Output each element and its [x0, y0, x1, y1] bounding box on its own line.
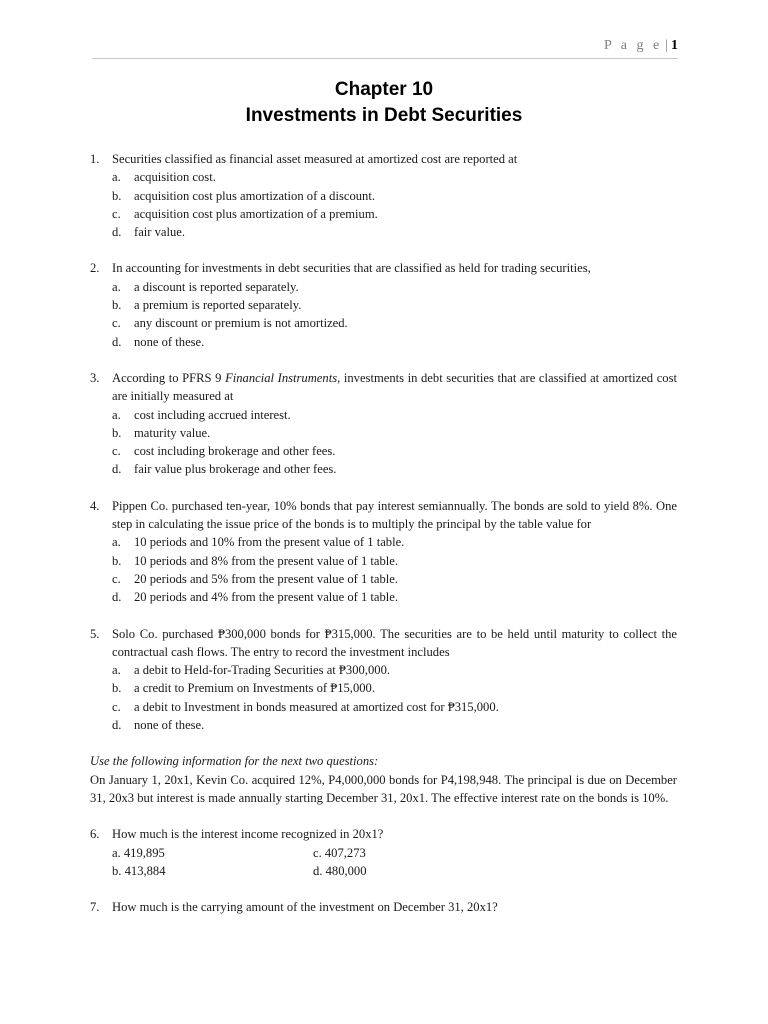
question-3	[90, 369, 677, 479]
option-a	[112, 278, 677, 296]
info-note: Use the following information for the next two questions:	[90, 754, 379, 769]
question-stem	[112, 369, 677, 406]
page-number: 1	[671, 38, 678, 53]
option-letter: d.	[112, 334, 122, 349]
option-letter: c.	[112, 444, 121, 459]
stem-text: According to PFRS 9	[112, 370, 226, 385]
option-letter: a.	[112, 170, 121, 185]
option-letter: a.	[112, 407, 121, 422]
option-letter: c.	[112, 316, 121, 331]
option-b: b. 413,884	[112, 863, 166, 878]
page-separator: |	[665, 38, 668, 53]
page-label: P a g e	[603, 38, 663, 53]
option-c	[112, 698, 677, 716]
question-stem: In accounting for investments in debt securities that are classified as held for trading securities,	[112, 261, 591, 276]
option-letter: b.	[112, 425, 122, 440]
question-number: 2.	[90, 261, 100, 276]
option-d: d. 480,000	[313, 863, 367, 878]
option-text: acquisition cost.	[134, 170, 216, 185]
stem-text: , investments in debt securities that are classified at amortized cost are initially measured at	[112, 370, 677, 404]
option-text: a debit to Investment in bonds measured at amortized cost for ₱315,000.	[134, 699, 499, 714]
option-letter: c.	[112, 571, 121, 586]
option-b	[112, 187, 677, 205]
question-6	[90, 825, 677, 880]
standard-title: Financial Instruments	[225, 370, 338, 385]
option-letter: d.	[112, 225, 122, 240]
option-c	[112, 205, 677, 223]
question-7	[90, 898, 677, 916]
question-number: 4.	[90, 498, 100, 513]
option-text: 10 periods and 8% from the present value of 1 table.	[134, 553, 399, 568]
question-number: 6.	[90, 827, 100, 842]
option-grid	[112, 844, 677, 881]
option-a	[112, 406, 677, 424]
option-b	[112, 552, 677, 570]
option-c	[112, 570, 677, 588]
info-passage: On January 1, 20x1, Kevin Co. acquired 12%, P4,000,000 bonds for P4,198,948. The principal is due on December 31, 20x3 but interest is made annually starting December 31, 20x1. The effective interest rate on the bonds is 10%.	[90, 772, 677, 805]
option-text: fair value.	[134, 225, 186, 240]
option-text: cost including accrued interest.	[134, 407, 291, 422]
question-1	[90, 150, 677, 241]
option-d	[112, 333, 677, 351]
option-text: fair value plus brokerage and other fees.	[134, 462, 337, 477]
option-letter: b.	[112, 681, 122, 696]
option-text: 10 periods and 10% from the present value of 1 table.	[134, 535, 405, 550]
option-c	[112, 442, 677, 460]
option-text: none of these.	[134, 334, 205, 349]
option-text: cost including brokerage and other fees.	[134, 444, 336, 459]
option-letter: b.	[112, 553, 122, 568]
option-d	[112, 460, 677, 478]
option-a: a. 419,895	[112, 845, 165, 860]
option-letter: c.	[112, 206, 121, 221]
question-4	[90, 497, 677, 607]
option-b	[112, 424, 677, 442]
option-letter: b.	[112, 298, 122, 313]
option-letter: b.	[112, 188, 122, 203]
question-5	[90, 625, 677, 735]
option-c: c. 407,273	[313, 845, 366, 860]
option-a	[112, 168, 677, 186]
option-letter: d.	[112, 718, 122, 733]
option-a	[112, 533, 677, 551]
option-letter: a.	[112, 279, 121, 294]
option-letter: c.	[112, 699, 121, 714]
option-text: acquisition cost plus amortization of a premium.	[134, 206, 378, 221]
question-number: 1.	[90, 152, 100, 166]
option-letter: a.	[112, 535, 121, 550]
header-rule	[92, 58, 678, 59]
question-number: 7.	[90, 900, 100, 915]
option-text: 20 periods and 4% from the present value of 1 table.	[134, 590, 399, 605]
option-text: a discount is reported separately.	[134, 279, 299, 294]
question-list	[90, 150, 677, 934]
option-c	[112, 314, 677, 332]
question-stem: How much is the carrying amount of the investment on December 31, 20x1?	[112, 900, 498, 915]
option-letter: d.	[112, 590, 122, 605]
question-stem: Solo Co. purchased ₱300,000 bonds for ₱315,000. The securities are to be held until maturity to collect the contractual cash flows. The entry to record the investment includes	[112, 626, 677, 659]
option-b	[112, 296, 677, 314]
option-letter: a.	[112, 663, 121, 678]
chapter-number: Chapter 10	[334, 79, 434, 100]
question-2	[90, 259, 677, 350]
option-a	[112, 661, 677, 679]
option-d	[112, 588, 677, 606]
option-text: maturity value.	[134, 425, 211, 440]
option-text: acquisition cost plus amortization of a discount.	[134, 188, 375, 203]
option-text: a debit to Held-for-Trading Securities at ₱300,000.	[134, 663, 391, 678]
chapter-heading	[0, 78, 768, 130]
question-number: 3.	[90, 370, 100, 385]
option-text: none of these.	[134, 718, 205, 733]
option-text: a premium is reported separately.	[134, 298, 302, 313]
option-text: a credit to Premium on Investments of ₱15,000.	[134, 681, 375, 696]
option-text: 20 periods and 5% from the present value of 1 table.	[134, 571, 399, 586]
question-stem: Pippen Co. purchased ten-year, 10% bonds that pay interest semiannually. The bonds are sold to yield 8%. One step in calculating the issue price of the bonds is to multiply the principal by the table value for	[112, 498, 677, 532]
option-letter: d.	[112, 462, 122, 477]
question-stem: Securities classified as financial asset measured at amortized cost are reported at	[112, 152, 518, 166]
option-d	[112, 716, 677, 734]
chapter-title: Investments in Debt Securities	[245, 105, 523, 126]
page-number-header	[604, 38, 678, 54]
question-stem: How much is the interest income recognized in 20x1?	[112, 827, 384, 842]
option-text: any discount or premium is not amortized.	[134, 316, 348, 331]
question-number: 5.	[90, 626, 100, 641]
option-d	[112, 223, 677, 241]
option-b	[112, 679, 677, 697]
